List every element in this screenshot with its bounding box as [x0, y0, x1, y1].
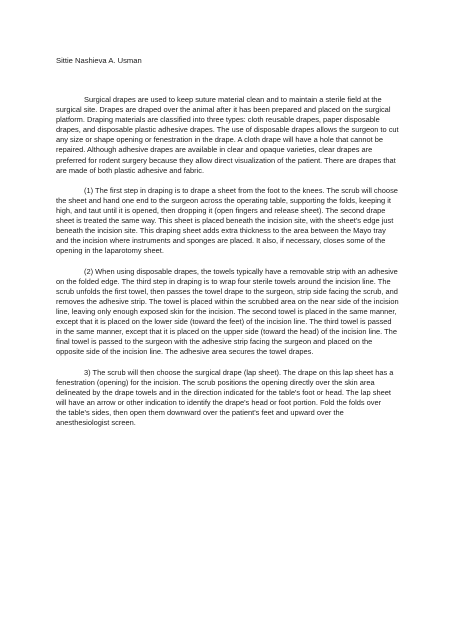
- text-line: line, leaving only enough exposed skin for the incision. The second towel is placed in the same manner,: [56, 306, 397, 316]
- text-line: drapes, and disposable plastic adhesive drapes. The use of disposable drapes allows the surgeon to cut: [56, 125, 399, 135]
- text-line: repaired. Although adhesive drapes are available in clear and opaque varieties, clear drapes are: [56, 145, 373, 155]
- text-line: final towel is passed to the surgeon with the adhesive strip facing the surgeon and placed on the: [56, 337, 373, 347]
- text-line: on the folded edge. The third step in draping is to wrap four sterile towels around the incision line. The: [56, 276, 391, 286]
- text-line: high, and taut until it is opened, then dropping it (open fingers and release sheet). The second drape: [56, 206, 386, 216]
- text-line: Surgical drapes are used to keep suture material clean and to maintain a sterile field at the: [84, 95, 382, 104]
- text-line: any size or shape opening or fenestration in the drape. A cloth drape will have a hole that cannot be: [56, 135, 384, 145]
- text-line: and the incision where instruments and sponges are placed. It also, if necessary, closes some of the: [56, 236, 386, 246]
- text-line: except that it is placed on the lower side (toward the feet) of the incision line. The third towel is passed: [56, 317, 392, 327]
- text-line: sheet is treated the same way. This sheet is placed beneath the incision site, with the sheet's edge just: [56, 216, 394, 226]
- paragraph-step-2: [56, 267, 424, 358]
- paragraph-step-3: [56, 368, 424, 429]
- paragraph-intro: [56, 95, 424, 176]
- text-line: platform. Draping materials are classified into three types: cloth reusable drapes, paper disposable: [56, 115, 380, 125]
- text-line: will have an arrow or other indication to identify the drape's head or foot portion. Fold the folds over: [56, 397, 382, 407]
- text-line: opening in the laparotomy sheet.: [56, 246, 164, 256]
- text-line: 3) The scrub will then choose the surgical drape (lap sheet). The drape on this lap sheet has a: [84, 367, 394, 377]
- author-name: Sittie Nashieva A. Usman: [56, 56, 142, 65]
- text-line: beneath the incision site. This draping sheet adds extra thickness to the area between the Mayo tray: [56, 226, 386, 236]
- text-line: in the same manner, except that it is placed on the upper side (toward the head) of the incision line. The: [56, 327, 397, 337]
- text-line: the sheet and hand one end to the surgeon across the operating table, supporting the folds, keeping it: [56, 195, 391, 205]
- document-body: [56, 95, 424, 438]
- text-line: removes the adhesive strip. The towel is placed within the scrubbed area on the near side of the incision: [56, 296, 399, 306]
- text-line: opposite side of the incision line. The adhesive area secures the towel drapes.: [56, 347, 314, 357]
- text-line: anesthesiologist screen.: [56, 418, 136, 427]
- text-line: surgical site. Drapes are draped over the animal after it has been prepared and placed on the surgical: [56, 105, 391, 115]
- text-line: fenestration (opening) for the incision. The scrub positions the opening directly over the skin area: [56, 377, 375, 387]
- text-line: (1) The first step in draping is to drape a sheet from the foot to the knees. The scrub will choose: [84, 185, 398, 195]
- paragraph-step-1: [56, 186, 424, 257]
- text-line: (2) When using disposable drapes, the towels typically have a removable strip with an adhesive: [84, 266, 398, 276]
- text-line: delineated by the drape towels and in the direction indicated for the table's foot or head. The lap sheet: [56, 387, 391, 397]
- text-line: the table's sides, then open them downward over the patient's feet and upward over the: [56, 407, 344, 417]
- text-line: scrub unfolds the first towel, then passes the towel drape to the surgeon, strip side facing the scrub, and: [56, 286, 398, 296]
- text-line: are made of both plastic adhesive and fabric.: [56, 165, 205, 175]
- text-line: preferred for rodent surgery because they allow direct visualization of the patient. There are drapes that: [56, 155, 396, 165]
